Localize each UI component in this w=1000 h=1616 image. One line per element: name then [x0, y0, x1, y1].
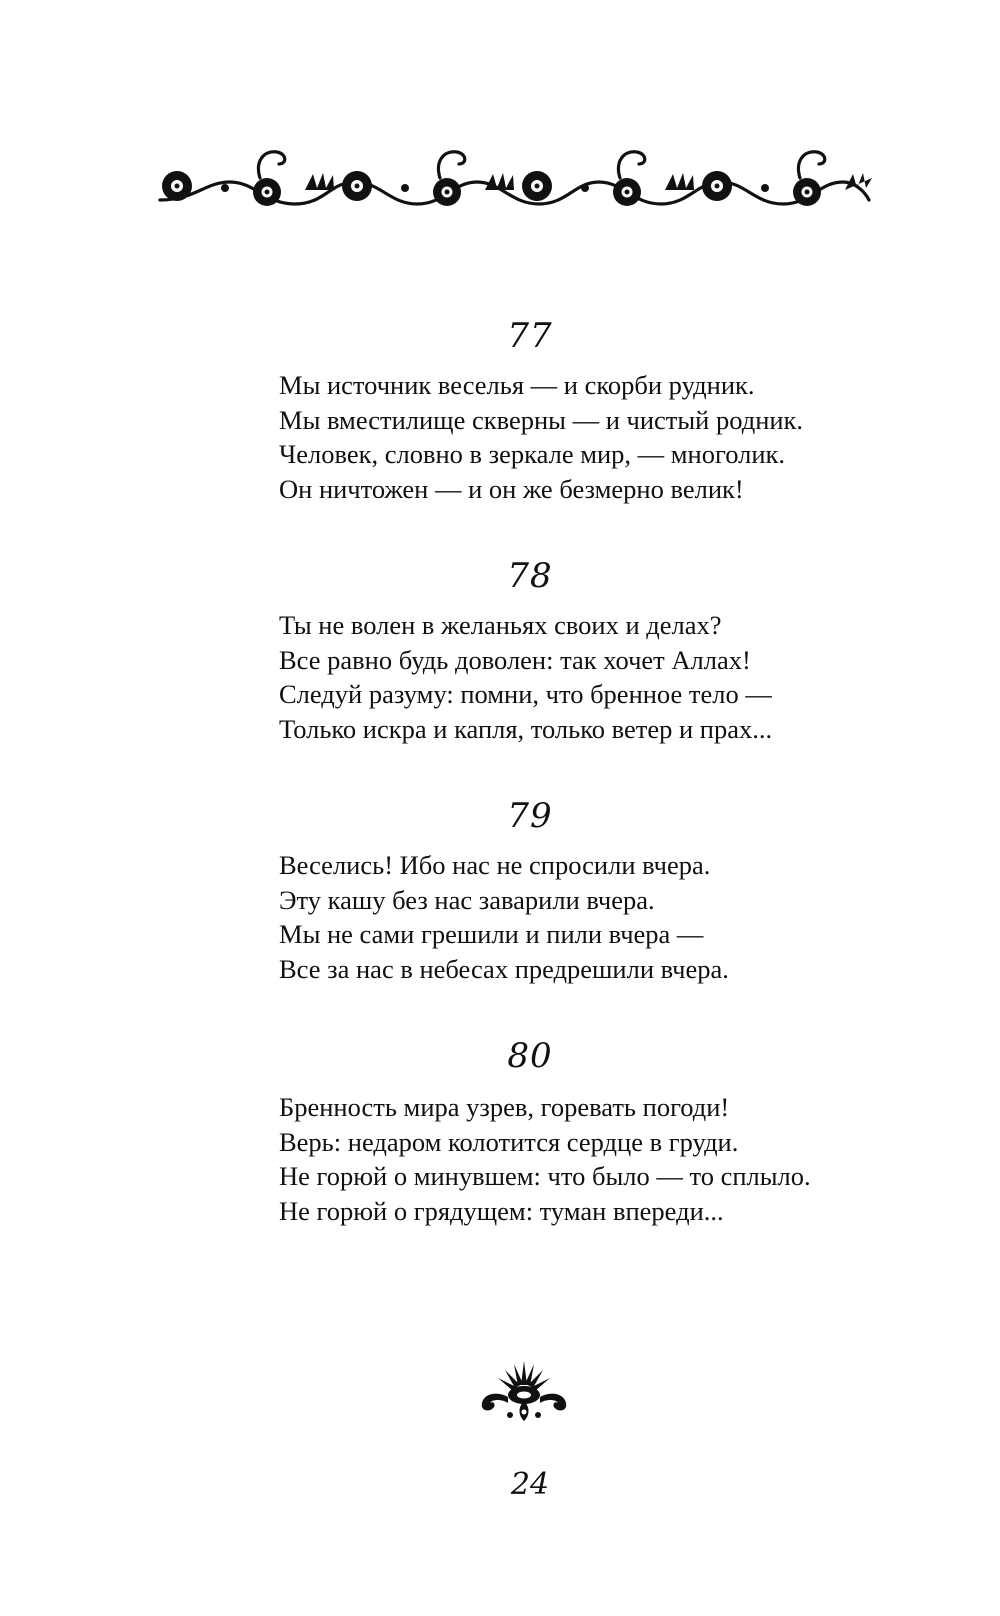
- poem-line: Только искра и капля, только ветер и прах...: [279, 713, 773, 744]
- poem-line: Мы источник веселья — и скорби рудник.: [279, 370, 755, 400]
- poem-quatrain: [279, 848, 959, 986]
- poem-line: Мы вместилище скверны — и чистый родник.: [279, 404, 804, 435]
- poem-line: Все равно будь доволен: так хочет Аллах!: [279, 644, 751, 675]
- poem-line: Все за нас в небесах предрешили вчера.: [279, 953, 729, 984]
- poem-quatrain: [279, 1090, 959, 1228]
- poem-line: Не горюй о грядущем: туман впереди...: [279, 1195, 724, 1226]
- palmette-ornament-icon: [474, 1355, 574, 1425]
- page-number: 24: [510, 1467, 550, 1502]
- poem-line: Верь: недаром колотится сердце в груди.: [279, 1126, 739, 1157]
- poem-line: Человек, словно в зеркале мир, — многолик.: [279, 439, 785, 469]
- poem-line: Эту кашу без нас заварили вчера.: [279, 884, 655, 915]
- poem-number: 80: [507, 1036, 553, 1076]
- poem-line: Веселись! Ибо нас не спросили вчера.: [279, 850, 711, 880]
- poem-number: 79: [507, 796, 553, 836]
- poem-line: Мы не сами грешили и пили вчера —: [279, 919, 704, 949]
- poem-quatrain: [279, 368, 959, 506]
- poem-line: Он ничтожен — и он же безмерно велик!: [279, 473, 744, 504]
- poem-line: Не горюй о минувшем: что было — то сплыло.: [279, 1161, 811, 1191]
- poem-line: Ты не волен в желаньях своих и делах?: [279, 610, 722, 640]
- decorative-border-top: [155, 142, 873, 222]
- poem-number: 78: [507, 556, 553, 596]
- poem-line: Следуй разуму: помни, что бренное тело —: [279, 679, 772, 709]
- poem-line: Бренность мира узрев, горевать погоди!: [279, 1092, 730, 1122]
- poem-quatrain: [279, 608, 959, 746]
- poem-number: 77: [507, 316, 553, 356]
